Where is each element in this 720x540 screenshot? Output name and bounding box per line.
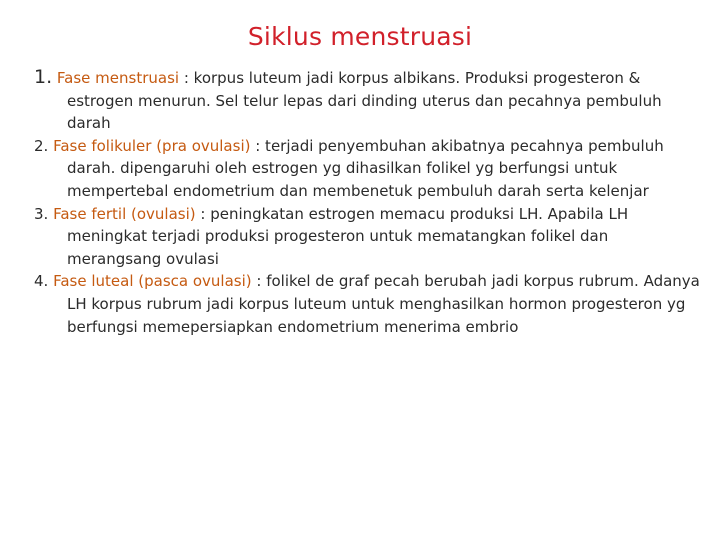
item-number: 4.	[34, 272, 49, 291]
slide-title: Siklus menstruasi	[247, 22, 473, 51]
item-number: 3.	[34, 204, 49, 223]
phase-name: Fase luteal (pasca ovulasi)	[53, 272, 252, 291]
phase-description: : peningkatan estrogen memacu produksi LH. Apabila LH meningkat terjadi produksi progesteron untuk mematangkan folikel dan merangsang ovulasi	[67, 204, 629, 268]
phase-name: Fase fertil (ovulasi)	[53, 204, 196, 223]
phase-list	[34, 66, 706, 338]
list-item-luteal	[34, 270, 706, 338]
phase-description: : korpus luteum jadi korpus albikans. Produksi progesteron & estrogen menurun. Sel telur lepas dari dinding uterus dan pecahnya pembuluh darah	[67, 69, 662, 133]
list-item-folikuler	[34, 135, 706, 203]
phase-description: : folikel de graf pecah berubah jadi korpus rubrum. Adanya LH korpus rubrum jadi korpus luteum untuk menghasilkan hormon progesteron yg berfungsi memepersiapkan endometrium menerima embrio	[67, 272, 700, 336]
phase-name: Fase menstruasi	[56, 69, 180, 87]
phase-name: Fase folikuler (pra ovulasi)	[53, 136, 251, 155]
list-item-menstruasi	[34, 66, 706, 135]
phase-description: : terjadi penyembuhan akibatnya pecahnya pembuluh darah. dipengaruhi oleh estrogen yg dihasilkan folikel yg berfungsi untuk mempertebal endometrium dan membenetuk pembuluh darah serta kelenjar	[67, 136, 664, 200]
item-number: 2.	[34, 136, 49, 155]
item-number: 1.	[34, 66, 53, 88]
list-item-fertil	[34, 203, 706, 271]
